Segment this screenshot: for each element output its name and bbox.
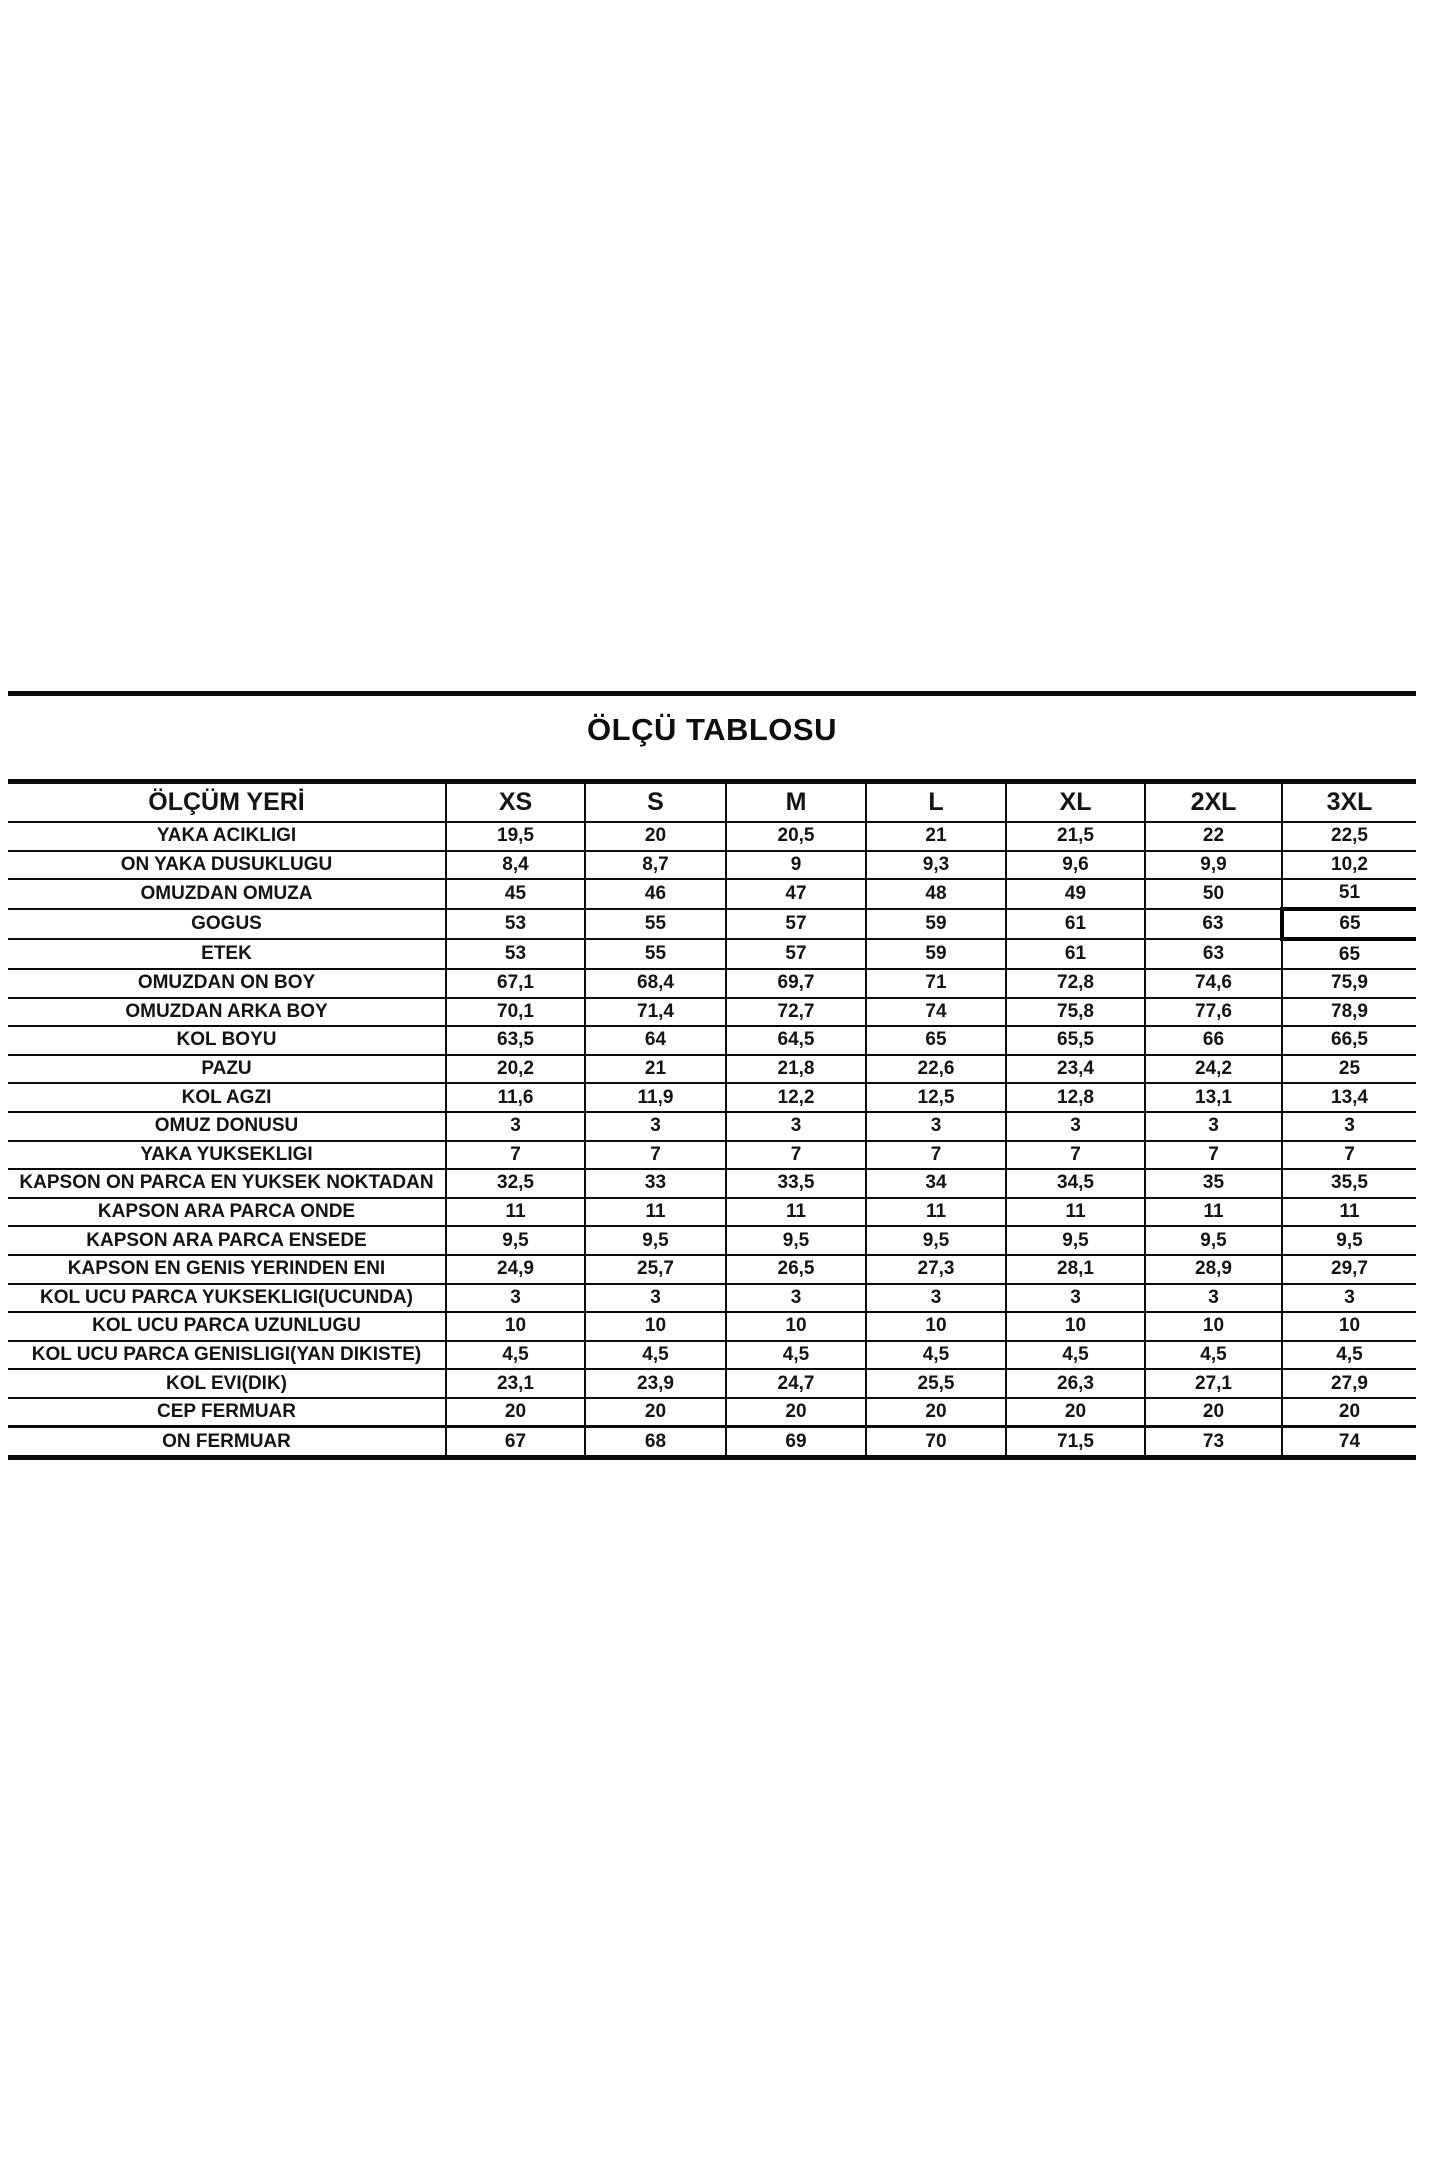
measure-value-cell: 72,7 xyxy=(726,998,866,1027)
measure-label: KAPSON ARA PARCA ONDE xyxy=(8,1198,446,1227)
measure-label: OMUZ DONUSU xyxy=(8,1112,446,1141)
measure-value-cell: 11 xyxy=(1145,1198,1282,1227)
table-row xyxy=(8,1055,1416,1084)
table-row xyxy=(8,822,1416,851)
measure-label: KOL EVI(DIK) xyxy=(8,1369,446,1398)
measure-value-cell: 4,5 xyxy=(1282,1341,1416,1370)
measure-value-cell: 11,9 xyxy=(585,1083,726,1112)
measure-value-cell: 25,5 xyxy=(866,1369,1006,1398)
table-row xyxy=(8,879,1416,909)
measure-value-cell: 11 xyxy=(866,1198,1006,1227)
size-column-header-3xl: 3XL xyxy=(1282,782,1416,823)
size-column-header-2xl: 2XL xyxy=(1145,782,1282,823)
measure-value-cell: 27,1 xyxy=(1145,1369,1282,1398)
measure-label: KOL UCU PARCA YUKSEKLIGI(UCUNDA) xyxy=(8,1284,446,1313)
measure-label: ETEK xyxy=(8,939,446,969)
measure-label: KAPSON ON PARCA EN YUKSEK NOKTADAN xyxy=(8,1169,446,1198)
measure-value-cell: 9,5 xyxy=(446,1226,585,1255)
measure-value-cell: 35,5 xyxy=(1282,1169,1416,1198)
measure-value-cell: 7 xyxy=(446,1141,585,1170)
measure-value-cell: 26,5 xyxy=(726,1255,866,1284)
measure-value-cell: 73 xyxy=(1145,1427,1282,1458)
size-column-header-s: S xyxy=(585,782,726,823)
measure-value-cell: 3 xyxy=(446,1284,585,1313)
table-row xyxy=(8,939,1416,969)
page-top-rule xyxy=(8,691,1416,696)
measure-value-cell: 33 xyxy=(585,1169,726,1198)
measure-value-cell: 9,5 xyxy=(1145,1226,1282,1255)
measure-value-cell: 68 xyxy=(585,1427,726,1458)
measure-value-cell: 46 xyxy=(585,879,726,909)
measure-value-cell: 11 xyxy=(446,1198,585,1227)
measure-value-cell: 25 xyxy=(1282,1055,1416,1084)
measure-value-cell: 63 xyxy=(1145,909,1282,940)
measure-value-cell: 3 xyxy=(585,1112,726,1141)
measure-value-cell: 65 xyxy=(1282,939,1416,969)
measure-value-cell: 9,5 xyxy=(585,1226,726,1255)
measure-value-cell: 23,4 xyxy=(1006,1055,1145,1084)
measure-value-cell: 61 xyxy=(1006,939,1145,969)
measure-label: KAPSON EN GENIS YERINDEN ENI xyxy=(8,1255,446,1284)
measure-value-cell: 48 xyxy=(866,879,1006,909)
table-row xyxy=(8,1398,1416,1427)
measure-column-header: ÖLÇÜM YERİ xyxy=(8,782,446,823)
measure-value-cell: 67,1 xyxy=(446,969,585,998)
measure-value-cell: 74,6 xyxy=(1145,969,1282,998)
measure-label: OMUZDAN ARKA BOY xyxy=(8,998,446,1027)
measure-value-cell: 20 xyxy=(1282,1398,1416,1427)
table-row xyxy=(8,1169,1416,1198)
measure-value-cell: 64,5 xyxy=(726,1026,866,1055)
size-column-header-l: L xyxy=(866,782,1006,823)
measure-value-cell: 21 xyxy=(866,822,1006,851)
measure-label: KOL UCU PARCA UZUNLUGU xyxy=(8,1312,446,1341)
measure-value-cell: 34,5 xyxy=(1006,1169,1145,1198)
table-row xyxy=(8,969,1416,998)
table-row xyxy=(8,1341,1416,1370)
measure-value-cell: 3 xyxy=(1282,1284,1416,1313)
measure-value-cell: 4,5 xyxy=(866,1341,1006,1370)
measure-value-cell: 25,7 xyxy=(585,1255,726,1284)
table-body xyxy=(8,822,1416,1458)
measure-value-cell: 51 xyxy=(1282,879,1416,909)
measure-value-cell: 4,5 xyxy=(726,1341,866,1370)
table-row xyxy=(8,1284,1416,1313)
measure-value-cell: 24,2 xyxy=(1145,1055,1282,1084)
measure-value-cell: 9,5 xyxy=(866,1226,1006,1255)
measure-value-cell: 3 xyxy=(866,1284,1006,1313)
measure-value-cell: 22,5 xyxy=(1282,822,1416,851)
measure-value-cell: 8,7 xyxy=(585,851,726,880)
measure-value-cell: 72,8 xyxy=(1006,969,1145,998)
measure-value-cell: 3 xyxy=(726,1284,866,1313)
measure-label: KOL UCU PARCA GENISLIGI(YAN DIKISTE) xyxy=(8,1341,446,1370)
measure-value-cell: 26,3 xyxy=(1006,1369,1145,1398)
measure-value-cell: 55 xyxy=(585,909,726,940)
measure-value-cell: 20 xyxy=(446,1398,585,1427)
measure-value-cell: 10 xyxy=(1145,1312,1282,1341)
measure-value-cell: 28,9 xyxy=(1145,1255,1282,1284)
measure-value-cell: 9,3 xyxy=(866,851,1006,880)
size-column-header-xs: XS xyxy=(446,782,585,823)
measure-value-cell: 69,7 xyxy=(726,969,866,998)
measure-value-cell: 9 xyxy=(726,851,866,880)
measure-value-cell: 53 xyxy=(446,939,585,969)
measure-value-cell: 59 xyxy=(866,909,1006,940)
measure-value-cell: 10 xyxy=(1282,1312,1416,1341)
measure-value-cell: 68,4 xyxy=(585,969,726,998)
measure-value-cell: 33,5 xyxy=(726,1169,866,1198)
measure-value-cell: 50 xyxy=(1145,879,1282,909)
measure-value-cell: 66 xyxy=(1145,1026,1282,1055)
measure-value-cell: 7 xyxy=(1282,1141,1416,1170)
table-row xyxy=(8,1026,1416,1055)
table-header-row xyxy=(8,782,1416,823)
measure-label: OMUZDAN OMUZA xyxy=(8,879,446,909)
measure-value-cell: 7 xyxy=(1006,1141,1145,1170)
measure-value-cell: 45 xyxy=(446,879,585,909)
measure-label: OMUZDAN ON BOY xyxy=(8,969,446,998)
measure-label: CEP FERMUAR xyxy=(8,1398,446,1427)
measure-value-cell: 20 xyxy=(585,1398,726,1427)
measure-label: KAPSON ARA PARCA ENSEDE xyxy=(8,1226,446,1255)
table-row xyxy=(8,1369,1416,1398)
measure-value-cell: 4,5 xyxy=(1006,1341,1145,1370)
measure-value-cell: 10 xyxy=(866,1312,1006,1341)
measure-value-cell: 63 xyxy=(1145,939,1282,969)
measure-value-cell: 4,5 xyxy=(1145,1341,1282,1370)
measure-value-cell: 10 xyxy=(446,1312,585,1341)
measure-value-cell: 55 xyxy=(585,939,726,969)
measure-value-cell: 57 xyxy=(726,939,866,969)
measure-value-cell: 20 xyxy=(1145,1398,1282,1427)
size-column-header-m: M xyxy=(726,782,866,823)
measure-value-cell: 59 xyxy=(866,939,1006,969)
measure-value-cell: 57 xyxy=(726,909,866,940)
measure-label: ON YAKA DUSUKLUGU xyxy=(8,851,446,880)
measure-value-cell: 12,8 xyxy=(1006,1083,1145,1112)
measure-value-cell: 7 xyxy=(726,1141,866,1170)
measure-value-cell: 70 xyxy=(866,1427,1006,1458)
measure-value-cell: 10 xyxy=(1006,1312,1145,1341)
measure-value-cell: 11 xyxy=(585,1198,726,1227)
measure-label: KOL BOYU xyxy=(8,1026,446,1055)
measure-value-cell: 78,9 xyxy=(1282,998,1416,1027)
measure-value-cell: 20 xyxy=(866,1398,1006,1427)
measure-value-cell: 66,5 xyxy=(1282,1026,1416,1055)
measure-value-cell: 53 xyxy=(446,909,585,940)
measure-value-cell: 75,8 xyxy=(1006,998,1145,1027)
measure-value-cell: 3 xyxy=(446,1112,585,1141)
measure-value-cell: 69 xyxy=(726,1427,866,1458)
measure-value-cell: 74 xyxy=(1282,1427,1416,1458)
table-row xyxy=(8,998,1416,1027)
measure-value-cell: 64 xyxy=(585,1026,726,1055)
measure-value-cell: 11 xyxy=(1006,1198,1145,1227)
measure-value-cell: 7 xyxy=(585,1141,726,1170)
measure-value-cell: 24,7 xyxy=(726,1369,866,1398)
measure-label: KOL AGZI xyxy=(8,1083,446,1112)
table-row xyxy=(8,1083,1416,1112)
measure-value-cell: 32,5 xyxy=(446,1169,585,1198)
measure-value-cell: 9,5 xyxy=(726,1226,866,1255)
measure-value-cell: 20,5 xyxy=(726,822,866,851)
measure-value-cell: 70,1 xyxy=(446,998,585,1027)
table-row xyxy=(8,1198,1416,1227)
measure-value-cell: 3 xyxy=(1145,1284,1282,1313)
table-header xyxy=(8,782,1416,823)
measure-value-cell: 9,5 xyxy=(1006,1226,1145,1255)
measure-value-cell: 3 xyxy=(1006,1112,1145,1141)
measure-value-cell: 11,6 xyxy=(446,1083,585,1112)
measure-value-cell: 9,9 xyxy=(1145,851,1282,880)
measure-value-cell: 4,5 xyxy=(585,1341,726,1370)
measure-value-cell: 10 xyxy=(726,1312,866,1341)
measure-label: YAKA ACIKLIGI xyxy=(8,822,446,851)
measure-value-cell: 4,5 xyxy=(446,1341,585,1370)
measure-value-cell: 75,9 xyxy=(1282,969,1416,998)
measure-value-cell: 13,4 xyxy=(1282,1083,1416,1112)
table-row xyxy=(8,1427,1416,1458)
measure-value-cell: 10 xyxy=(585,1312,726,1341)
measure-value-cell: 7 xyxy=(866,1141,1006,1170)
table-row xyxy=(8,1255,1416,1284)
measure-value-cell: 10,2 xyxy=(1282,851,1416,880)
measure-value-cell: 24,9 xyxy=(446,1255,585,1284)
measure-value-cell: 13,1 xyxy=(1145,1083,1282,1112)
measure-value-cell: 34 xyxy=(866,1169,1006,1198)
measure-value-cell: 20,2 xyxy=(446,1055,585,1084)
measure-value-cell: 47 xyxy=(726,879,866,909)
measure-value-cell: 19,5 xyxy=(446,822,585,851)
measure-value-cell: 28,1 xyxy=(1006,1255,1145,1284)
measure-value-cell: 35 xyxy=(1145,1169,1282,1198)
table-row xyxy=(8,1312,1416,1341)
measure-value-cell: 3 xyxy=(585,1284,726,1313)
measure-value-cell: 21 xyxy=(585,1055,726,1084)
measure-value-cell: 8,4 xyxy=(446,851,585,880)
measure-value-cell: 11 xyxy=(726,1198,866,1227)
measure-value-cell: 9,6 xyxy=(1006,851,1145,880)
size-chart-title: ÖLÇÜ TABLOSU xyxy=(587,712,837,747)
measure-value-cell: 67 xyxy=(446,1427,585,1458)
measure-value-cell: 9,5 xyxy=(1282,1226,1416,1255)
measure-value-cell: 61 xyxy=(1006,909,1145,940)
size-column-header-xl: XL xyxy=(1006,782,1145,823)
measure-value-cell: 77,6 xyxy=(1145,998,1282,1027)
measure-value-cell: 20 xyxy=(1006,1398,1145,1427)
measure-value-cell: 20 xyxy=(585,822,726,851)
table-row xyxy=(8,1141,1416,1170)
measure-value-cell: 49 xyxy=(1006,879,1145,909)
measure-value-cell: 27,3 xyxy=(866,1255,1006,1284)
measure-value-cell: 65 xyxy=(866,1026,1006,1055)
measure-value-cell: 12,2 xyxy=(726,1083,866,1112)
measure-value-cell: 3 xyxy=(1006,1284,1145,1313)
measure-value-cell: 7 xyxy=(1145,1141,1282,1170)
measure-value-cell: 22 xyxy=(1145,822,1282,851)
measure-label: PAZU xyxy=(8,1055,446,1084)
highlighted-value-cell: 65 xyxy=(1282,909,1416,940)
table-row xyxy=(8,1226,1416,1255)
measure-value-cell: 27,9 xyxy=(1282,1369,1416,1398)
measure-value-cell: 21,5 xyxy=(1006,822,1145,851)
measure-value-cell: 3 xyxy=(1145,1112,1282,1141)
measure-value-cell: 71,5 xyxy=(1006,1427,1145,1458)
measure-value-cell: 29,7 xyxy=(1282,1255,1416,1284)
measure-value-cell: 22,6 xyxy=(866,1055,1006,1084)
measure-value-cell: 63,5 xyxy=(446,1026,585,1055)
measure-value-cell: 3 xyxy=(866,1112,1006,1141)
measure-label: ON FERMUAR xyxy=(8,1427,446,1458)
measure-label: YAKA YUKSEKLIGI xyxy=(8,1141,446,1170)
measure-value-cell: 11 xyxy=(1282,1198,1416,1227)
size-chart-table xyxy=(8,779,1416,1460)
measure-value-cell: 12,5 xyxy=(866,1083,1006,1112)
table-row xyxy=(8,851,1416,880)
measure-value-cell: 74 xyxy=(866,998,1006,1027)
measure-value-cell: 23,1 xyxy=(446,1369,585,1398)
measure-label: GOGUS xyxy=(8,909,446,940)
measure-value-cell: 3 xyxy=(726,1112,866,1141)
measure-value-cell: 3 xyxy=(1282,1112,1416,1141)
measure-value-cell: 21,8 xyxy=(726,1055,866,1084)
measure-value-cell: 65,5 xyxy=(1006,1026,1145,1055)
measure-value-cell: 71 xyxy=(866,969,1006,998)
measure-value-cell: 71,4 xyxy=(585,998,726,1027)
measure-value-cell: 20 xyxy=(726,1398,866,1427)
table-row xyxy=(8,909,1416,940)
measure-value-cell: 23,9 xyxy=(585,1369,726,1398)
table-row xyxy=(8,1112,1416,1141)
